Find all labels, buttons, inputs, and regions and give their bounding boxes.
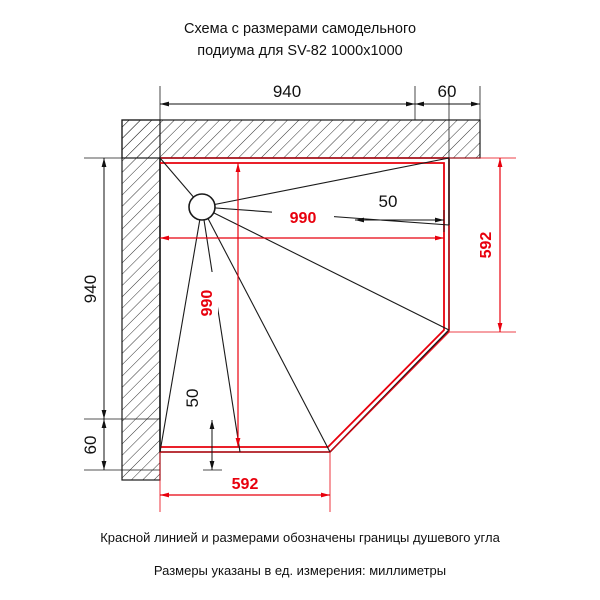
wall-top bbox=[122, 120, 480, 158]
dim-right-592 bbox=[449, 158, 516, 332]
dim-left-940: 940 bbox=[81, 274, 100, 304]
page-title-line1: Схема с размерами самодельного bbox=[183, 21, 417, 37]
svg-text:592: 592 bbox=[231, 476, 259, 493]
dim-left-60: 60 bbox=[81, 435, 100, 455]
wall-left bbox=[122, 120, 160, 480]
svg-text:592: 592 bbox=[478, 231, 495, 259]
svg-text:50: 50 bbox=[183, 388, 202, 408]
dim-top-940: 940 bbox=[272, 82, 302, 101]
svg-text:50: 50 bbox=[378, 192, 398, 211]
dim-50-lower bbox=[183, 378, 222, 470]
drain-circle bbox=[189, 194, 215, 220]
svg-text:990: 990 bbox=[199, 289, 216, 317]
legend-red-line: Красной линией и размерами обозначены границы душевого угла bbox=[100, 530, 500, 545]
legend-units: Размеры указаны в ед. измерения: миллиметры bbox=[153, 563, 447, 578]
svg-text:990: 990 bbox=[289, 210, 317, 227]
dim-50-upper bbox=[355, 190, 444, 232]
page-title-line2: подиума для SV-82 1000х1000 bbox=[197, 43, 403, 59]
dim-bottom-592 bbox=[160, 452, 330, 512]
dim-top-60: 60 bbox=[437, 82, 457, 101]
